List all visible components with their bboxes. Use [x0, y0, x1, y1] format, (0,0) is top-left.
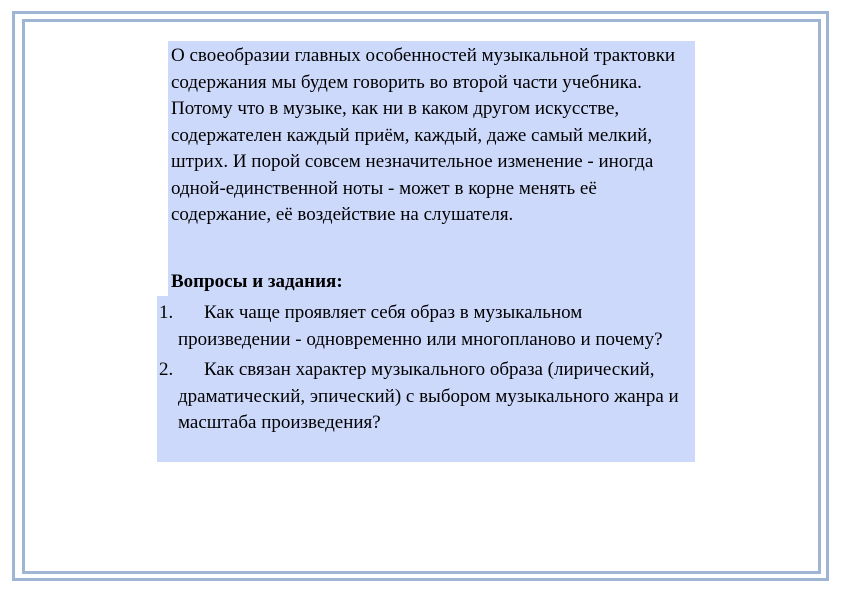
question-number: 2.: [159, 359, 174, 380]
question-text: Как чаще проявляет себя образ в музыкальном произведении - одновременно или многопланово и почему?: [178, 302, 663, 350]
question-item-1: [157, 300, 695, 353]
question-text: Как связан характер музыкального образа (лирический, драматический, эпический) с выбором музыкального жанра и масштаба произведения?: [178, 359, 679, 433]
questions-list: [157, 296, 695, 462]
question-number: 1.: [159, 302, 174, 323]
question-item-2: [157, 357, 695, 437]
body-paragraph: О своеобразии главных особенностей музыкальной трактовки содержания мы будем говорить во второй части учебника. Потому что в музыке, как ни в каком другом искусстве, содержателен каждый приём, каждый, даже самый мелкий, штрих. И порой совсем незначительное изменение - иногда одной-единственной ноты - может в корне менять её содержание, её воздействие на слушателя.: [168, 41, 695, 269]
questions-heading: Вопросы и задания:: [168, 269, 695, 296]
